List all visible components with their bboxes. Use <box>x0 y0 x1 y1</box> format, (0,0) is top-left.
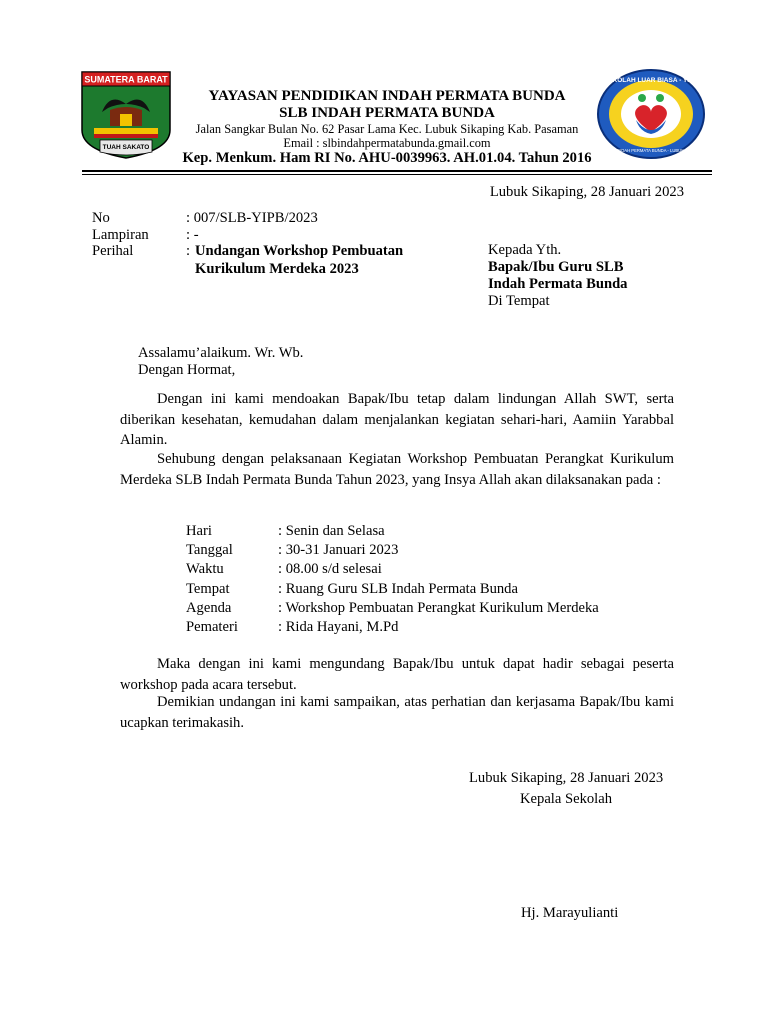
letter-date: Lubuk Sikaping, 28 Januari 2023 <box>489 184 684 200</box>
meta-lampiran-value: : - <box>186 227 199 243</box>
school-email: Email : slbindahpermatabunda.gmail.com <box>283 136 491 150</box>
event-details-table <box>186 522 599 637</box>
recipient-line2: Indah Permata Bunda <box>488 276 628 292</box>
detail-row-place <box>186 580 599 599</box>
detail-value: : Workshop Pembuatan Perangkat Kurikulum Merdeka <box>278 599 599 616</box>
detail-value: : Rida Hayani, M.Pd <box>278 619 399 636</box>
header-rule-thin <box>82 174 712 175</box>
opening-hormat: Dengan Hormat, <box>138 362 236 378</box>
decree-number: Kep. Menkum. Ham RI No. AHU-0039963. AH.01.04. Tahun 2016 <box>182 150 592 166</box>
detail-row-agenda <box>186 599 599 618</box>
emblem-bottom-label: TUAH SAKATO <box>102 144 150 151</box>
detail-label: Hari <box>186 523 212 539</box>
detail-row-date <box>186 541 599 560</box>
detail-label: Tempat <box>186 580 230 597</box>
meta-perihal-colon: : <box>186 243 191 259</box>
slb-school-logo-icon <box>596 68 706 160</box>
opening-salam: Assalamu’alaikum. Wr. Wb. <box>138 345 304 361</box>
paragraph-invitation: Maka dengan ini kami mengundang Bapak/Ibu untuk dapat hadir sebagai peserta workshop pada acara tersebut. <box>120 656 674 693</box>
signature-title: Kepala Sekolah <box>520 791 612 807</box>
paragraph-event-intro: Sehubung dengan pelaksanaan Kegiatan Workshop Pembuatan Perangkat Kurikulum Merdeka SLB Indah Permata Bunda Tahun 2023, yang Insya Allah akan dilaksanakan pada : <box>120 451 674 488</box>
detail-value: : 30-31 Januari 2023 <box>278 542 399 559</box>
meta-no-value: : 007/SLB-YIPB/2023 <box>186 210 318 226</box>
detail-label: Agenda <box>186 599 232 616</box>
school-address: Jalan Sangkar Bulan No. 62 Pasar Lama Kec. Lubuk Sikaping Kab. Pasaman <box>195 122 579 136</box>
detail-value: : Senin dan Selasa <box>278 523 385 539</box>
meta-lampiran-label: Lampiran <box>92 227 149 243</box>
meta-no-label: No <box>92 210 110 226</box>
meta-perihal-line2: Kurikulum Merdeka 2023 <box>195 261 359 277</box>
detail-label: Tanggal <box>186 542 233 559</box>
detail-row-time <box>186 560 599 579</box>
header-rule-thick <box>82 170 712 172</box>
meta-perihal-line1: Undangan Workshop Pembuatan <box>195 243 404 259</box>
detail-label: Waktu <box>186 561 224 578</box>
detail-row-speaker <box>186 618 599 637</box>
recipient-place: Di Tempat <box>488 293 550 309</box>
school-name: SLB INDAH PERMATA BUNDA <box>279 105 495 121</box>
signature-place-date: Lubuk Sikaping, 28 Januari 2023 <box>469 770 664 786</box>
recipient-greeting: Kepada Yth. <box>488 242 562 258</box>
recipient-line1: Bapak/Ibu Guru SLB <box>488 259 624 275</box>
paragraph-closing: Demikian undangan ini kami sampaikan, atas perhatian dan kerjasama Bapak/Ibu kami ucapkan terimakasih. <box>120 694 674 731</box>
detail-label: Pemateri <box>186 619 238 636</box>
meta-perihal-label: Perihal <box>92 243 134 259</box>
signature-name: Hj. Marayulianti <box>521 905 619 921</box>
emblem-top-label: SUMATERA BARAT <box>84 74 168 85</box>
foundation-name: YAYASAN PENDIDIKAN INDAH PERMATA BUNDA <box>208 88 566 104</box>
paragraph-prayer: Dengan ini kami mendoakan Bapak/Ibu tetap dalam lindungan Allah SWT, serta diberikan kesehatan, kemudahan dalam menjalankan kegiatan sehari-hari, Aamiin Yarabbal Alamin. <box>120 391 674 448</box>
school-logo-inner-label: YAYASAN INDAH PERMATA BUNDA - LUBUK SIKAPING <box>597 148 705 153</box>
school-logo-ring-label: SEKOLAH LUAR BIASA - YIPB <box>603 77 699 84</box>
detail-value: : 08.00 s/d selesai <box>278 561 382 578</box>
west-sumatra-emblem-icon <box>80 70 172 160</box>
detail-row-day <box>186 522 599 541</box>
detail-value: : Ruang Guru SLB Indah Permata Bunda <box>278 580 518 597</box>
